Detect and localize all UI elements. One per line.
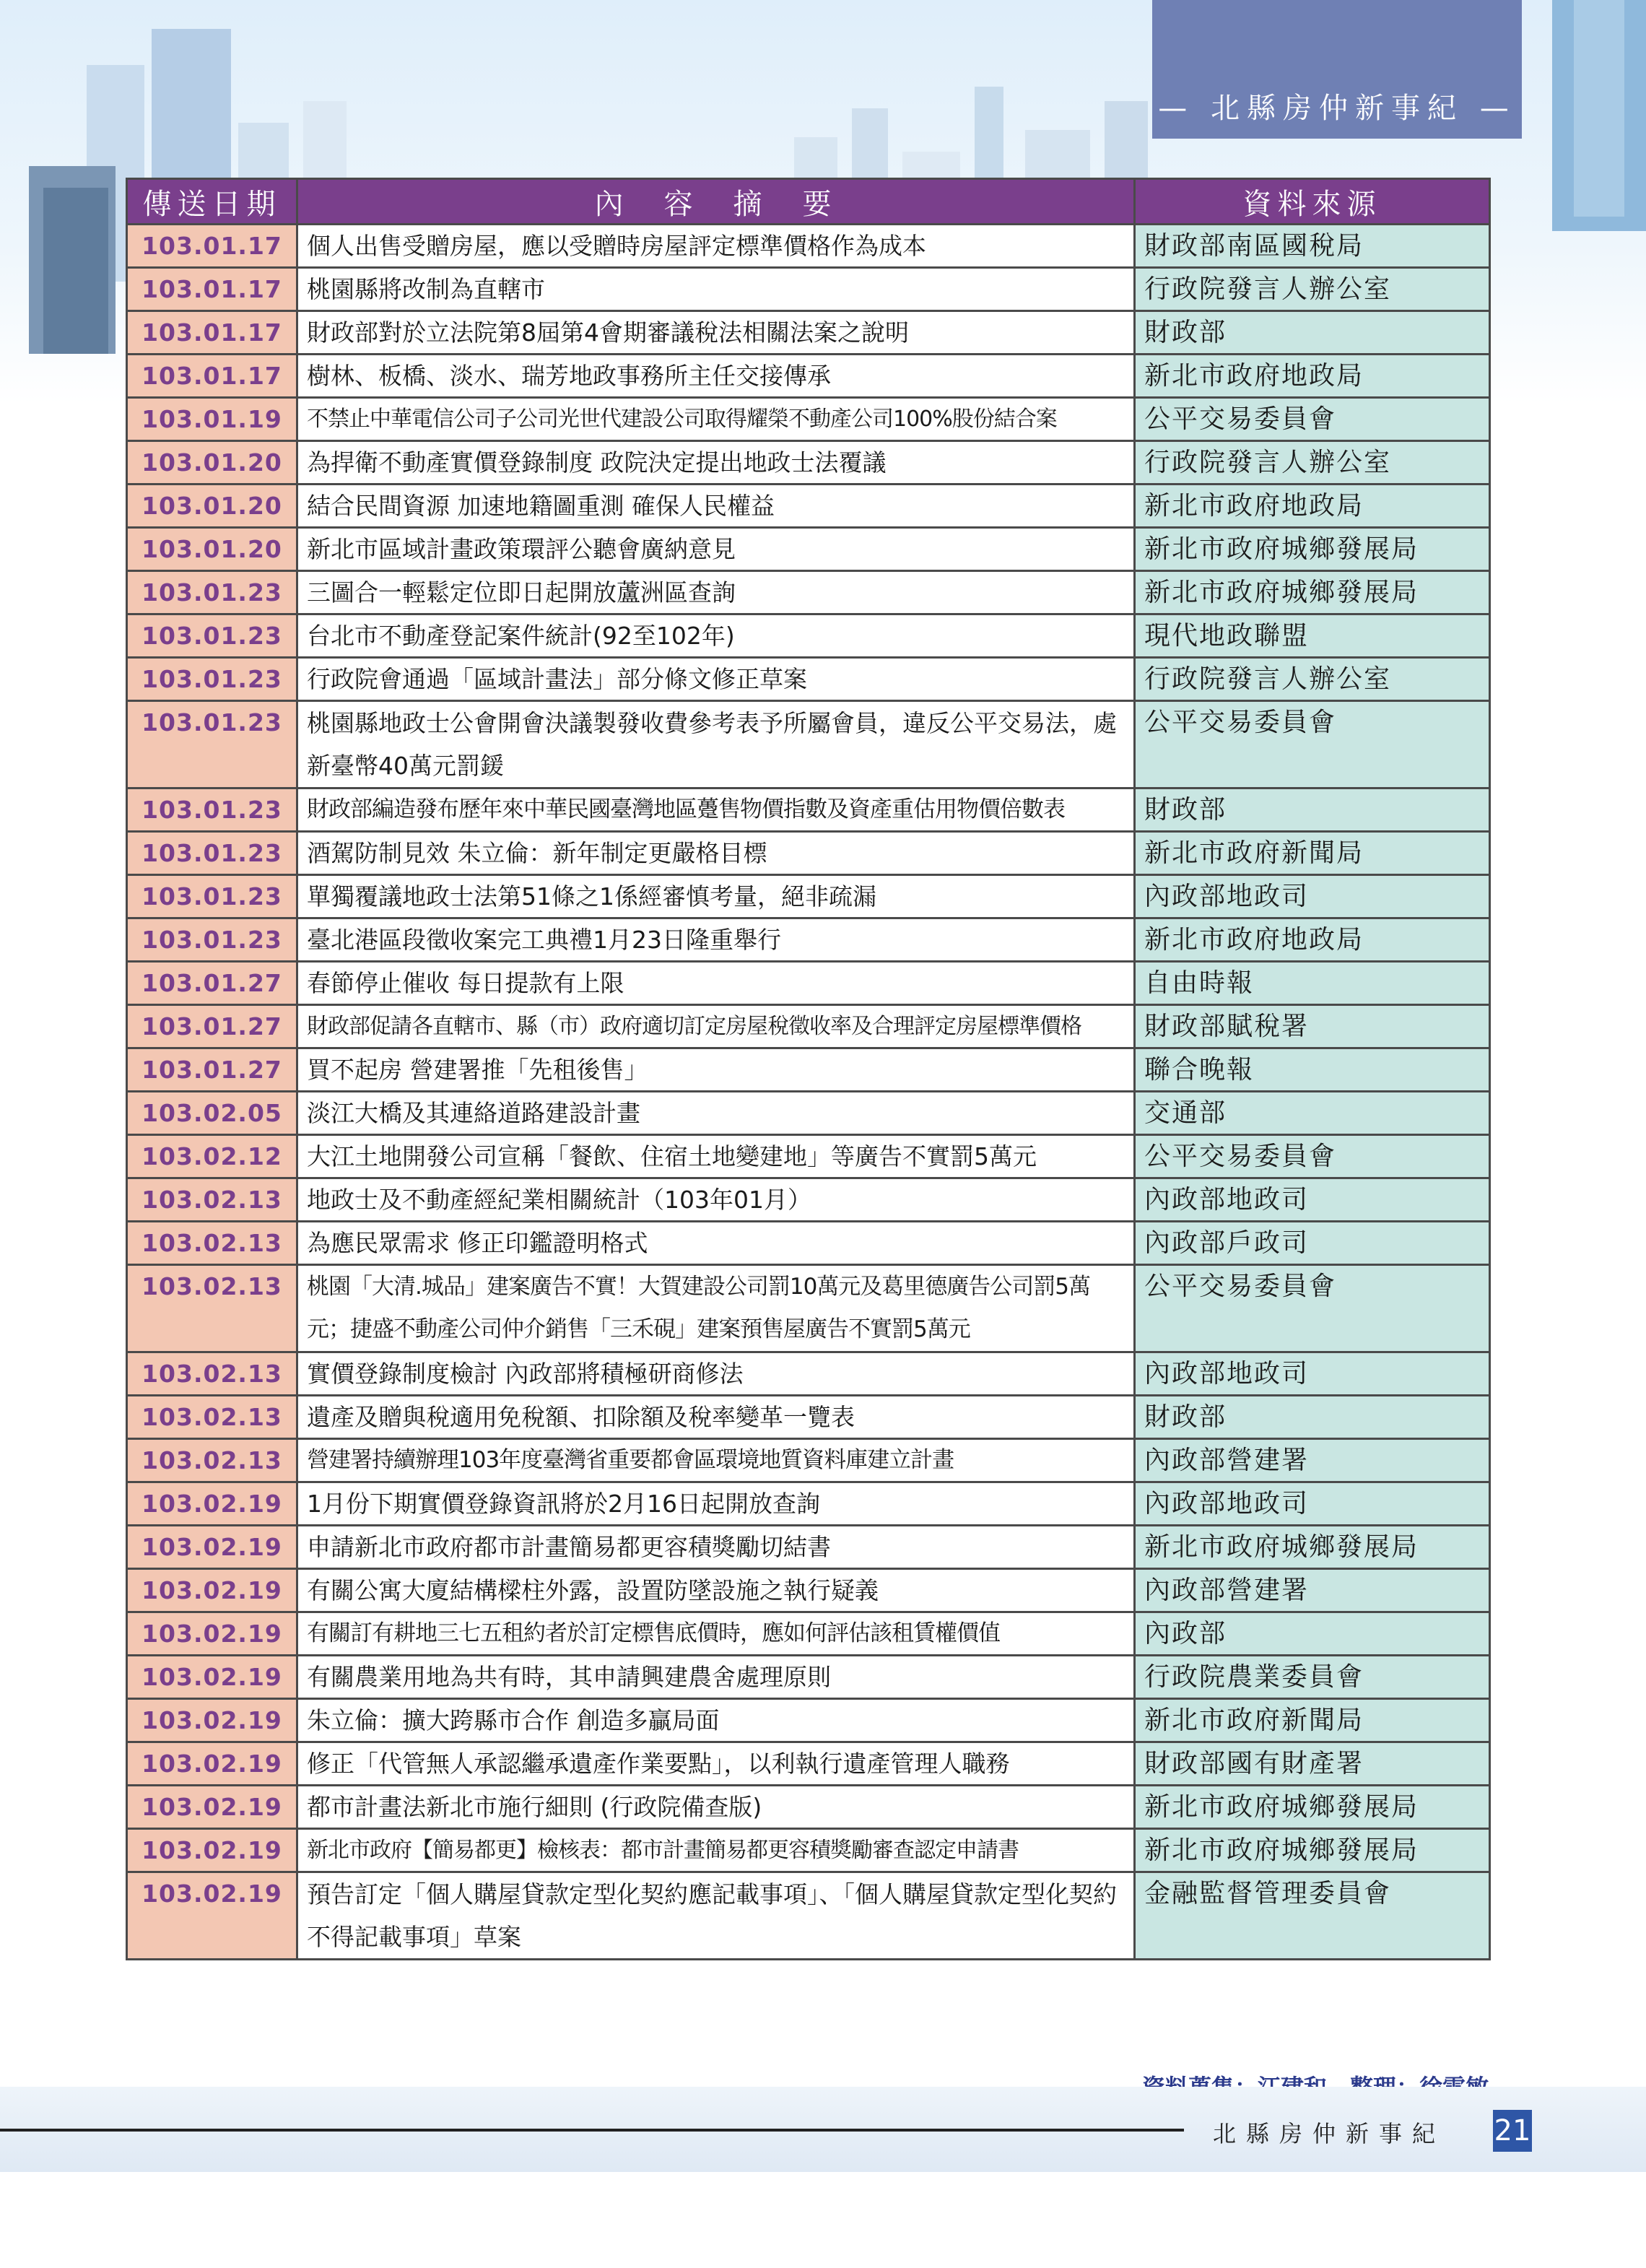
row-source: 內政部地政司 bbox=[1135, 1178, 1490, 1222]
row-summary: 買不起房 營建署推「先租後售」 bbox=[297, 1048, 1135, 1092]
table-row bbox=[127, 528, 1490, 571]
section-title: — 北縣房仲新事紀 — bbox=[1158, 92, 1516, 125]
row-summary: 大江土地開發公司宣稱「餐飲、住宿土地變建地」等廣告不實罰5萬元 bbox=[297, 1135, 1135, 1178]
row-summary: 實價登錄制度檢討 內政部將積極研商修法 bbox=[297, 1352, 1135, 1396]
row-source: 內政部戶政司 bbox=[1135, 1222, 1490, 1265]
row-date: 103.01.20 bbox=[127, 485, 297, 528]
table-row bbox=[127, 1396, 1490, 1439]
table-row bbox=[127, 398, 1490, 441]
table-row bbox=[127, 1872, 1490, 1960]
row-date: 103.01.23 bbox=[127, 571, 297, 614]
row-source: 內政部地政司 bbox=[1135, 1352, 1490, 1396]
table-row bbox=[127, 1742, 1490, 1786]
row-date: 103.01.17 bbox=[127, 355, 297, 398]
row-date: 103.02.05 bbox=[127, 1092, 297, 1135]
row-source: 財政部 bbox=[1135, 311, 1490, 355]
row-date: 103.01.17 bbox=[127, 311, 297, 355]
row-summary: 新北市區域計畫政策環評公聽會廣納意見 bbox=[297, 528, 1135, 571]
row-date: 103.01.23 bbox=[127, 658, 297, 701]
row-source: 新北市政府城鄉發展局 bbox=[1135, 1526, 1490, 1569]
table-row bbox=[127, 1092, 1490, 1135]
row-summary: 有關公寓大廈結構樑柱外露，設置防墜設施之執行疑義 bbox=[297, 1569, 1135, 1612]
row-source: 現代地政聯盟 bbox=[1135, 614, 1490, 658]
row-date: 103.02.19 bbox=[127, 1526, 297, 1569]
table-row bbox=[127, 1178, 1490, 1222]
row-summary: 結合民間資源 加速地籍圖重測 確保人民權益 bbox=[297, 485, 1135, 528]
row-summary: 財政部促請各直轄市、縣（市）政府適切訂定房屋稅徵收率及合理評定房屋標準價格 bbox=[297, 1005, 1135, 1048]
column-header-date: 傳送日期 bbox=[127, 179, 297, 225]
row-date: 103.02.12 bbox=[127, 1135, 297, 1178]
row-summary: 個人出售受贈房屋，應以受贈時房屋評定標準價格作為成本 bbox=[297, 225, 1135, 268]
row-source: 金融監督管理委員會 bbox=[1135, 1872, 1490, 1960]
row-date: 103.02.19 bbox=[127, 1742, 297, 1786]
row-source: 交通部 bbox=[1135, 1092, 1490, 1135]
row-summary: 1月份下期實價登錄資訊將於2月16日起開放查詢 bbox=[297, 1482, 1135, 1526]
row-date: 103.02.19 bbox=[127, 1656, 297, 1699]
row-date: 103.01.20 bbox=[127, 441, 297, 485]
row-source: 行政院發言人辦公室 bbox=[1135, 441, 1490, 485]
table-row bbox=[127, 1135, 1490, 1178]
table-row bbox=[127, 485, 1490, 528]
row-source: 公平交易委員會 bbox=[1135, 1135, 1490, 1178]
row-summary: 桃園縣地政士公會開會決議製發收費參考表予所屬會員，違反公平交易法，處新臺幣40萬元罰鍰 bbox=[297, 701, 1135, 788]
row-date: 103.02.19 bbox=[127, 1699, 297, 1742]
row-summary: 單獨覆議地政士法第51條之1係經審慎考量，絕非疏漏 bbox=[297, 875, 1135, 918]
row-summary: 樹林、板橋、淡水、瑞芳地政事務所主任交接傳承 bbox=[297, 355, 1135, 398]
table-row bbox=[127, 701, 1490, 788]
row-summary: 不禁止中華電信公司子公司光世代建設公司取得耀榮不動產公司100%股份結合案 bbox=[297, 398, 1135, 441]
table-row bbox=[127, 311, 1490, 355]
row-date: 103.02.13 bbox=[127, 1222, 297, 1265]
row-source: 新北市政府新聞局 bbox=[1135, 832, 1490, 875]
row-summary: 營建署持續辦理103年度臺灣省重要都會區環境地質資料庫建立計畫 bbox=[297, 1439, 1135, 1482]
row-date: 103.02.19 bbox=[127, 1829, 297, 1872]
row-summary: 修正「代管無人承認繼承遺產作業要點」，以利執行遺產管理人職務 bbox=[297, 1742, 1135, 1786]
row-summary: 都市計畫法新北市施行細則 (行政院備查版) bbox=[297, 1786, 1135, 1829]
row-date: 103.02.13 bbox=[127, 1352, 297, 1396]
row-summary: 財政部對於立法院第8屆第4會期審議稅法相關法案之說明 bbox=[297, 311, 1135, 355]
row-summary: 朱立倫：擴大跨縣市合作 創造多贏局面 bbox=[297, 1699, 1135, 1742]
table-row bbox=[127, 875, 1490, 918]
row-date: 103.02.19 bbox=[127, 1569, 297, 1612]
row-source: 公平交易委員會 bbox=[1135, 398, 1490, 441]
table-row bbox=[127, 614, 1490, 658]
page-number: 21 bbox=[1493, 2110, 1532, 2152]
row-source: 財政部南區國稅局 bbox=[1135, 225, 1490, 268]
row-source: 行政院發言人辦公室 bbox=[1135, 658, 1490, 701]
row-date: 103.01.23 bbox=[127, 614, 297, 658]
table-header-row bbox=[127, 179, 1490, 225]
row-source: 新北市政府地政局 bbox=[1135, 485, 1490, 528]
table-row bbox=[127, 1612, 1490, 1656]
row-summary: 預告訂定「個人購屋貸款定型化契約應記載事項」、「個人購屋貸款定型化契約不得記載事項」草案 bbox=[297, 1872, 1135, 1960]
table-row bbox=[127, 1265, 1490, 1352]
row-date: 103.01.23 bbox=[127, 788, 297, 832]
table-row bbox=[127, 962, 1490, 1005]
row-date: 103.01.23 bbox=[127, 832, 297, 875]
table-row bbox=[127, 225, 1490, 268]
row-summary: 臺北港區段徵收案完工典禮1月23日隆重舉行 bbox=[297, 918, 1135, 962]
row-source: 新北市政府城鄉發展局 bbox=[1135, 1786, 1490, 1829]
table-row bbox=[127, 1829, 1490, 1872]
row-source: 財政部 bbox=[1135, 788, 1490, 832]
table-row bbox=[127, 1526, 1490, 1569]
table-row bbox=[127, 788, 1490, 832]
column-header-source: 資料來源 bbox=[1135, 179, 1490, 225]
row-source: 內政部營建署 bbox=[1135, 1569, 1490, 1612]
row-source: 行政院農業委員會 bbox=[1135, 1656, 1490, 1699]
footer-divider bbox=[0, 2129, 1184, 2132]
row-summary: 春節停止催收 每日提款有上限 bbox=[297, 962, 1135, 1005]
table-row bbox=[127, 355, 1490, 398]
row-source: 新北市政府地政局 bbox=[1135, 918, 1490, 962]
table-row bbox=[127, 1222, 1490, 1265]
table-row bbox=[127, 571, 1490, 614]
row-summary: 為捍衛不動產實價登錄制度 政院決定提出地政士法覆議 bbox=[297, 441, 1135, 485]
table-row bbox=[127, 268, 1490, 311]
row-date: 103.01.27 bbox=[127, 1005, 297, 1048]
table-row bbox=[127, 441, 1490, 485]
table-row bbox=[127, 1786, 1490, 1829]
row-summary: 新北市政府【簡易都更】檢核表：都市計畫簡易都更容積獎勵審查認定申請書 bbox=[297, 1829, 1135, 1872]
table-row bbox=[127, 1005, 1490, 1048]
row-summary: 台北市不動產登記案件統計(92至102年) bbox=[297, 614, 1135, 658]
row-source: 自由時報 bbox=[1135, 962, 1490, 1005]
header-divider bbox=[1152, 134, 1522, 139]
row-date: 103.02.19 bbox=[127, 1612, 297, 1656]
row-date: 103.02.13 bbox=[127, 1396, 297, 1439]
row-source: 內政部 bbox=[1135, 1612, 1490, 1656]
row-source: 行政院發言人辦公室 bbox=[1135, 268, 1490, 311]
row-source: 財政部賦稅署 bbox=[1135, 1005, 1490, 1048]
footer-title: 北縣房仲新事紀 bbox=[1213, 2120, 1446, 2147]
news-table bbox=[126, 178, 1491, 1960]
row-source: 財政部國有財產署 bbox=[1135, 1742, 1490, 1786]
row-date: 103.01.27 bbox=[127, 1048, 297, 1092]
row-summary: 有關農業用地為共有時，其申請興建農舍處理原則 bbox=[297, 1656, 1135, 1699]
row-source: 公平交易委員會 bbox=[1135, 1265, 1490, 1352]
row-date: 103.01.20 bbox=[127, 528, 297, 571]
table-row bbox=[127, 918, 1490, 962]
row-date: 103.02.19 bbox=[127, 1786, 297, 1829]
table-row bbox=[127, 1352, 1490, 1396]
row-date: 103.01.23 bbox=[127, 918, 297, 962]
row-source: 新北市政府城鄉發展局 bbox=[1135, 571, 1490, 614]
row-summary: 有關訂有耕地三七五租約者於訂定標售底價時，應如何評估該租賃權價值 bbox=[297, 1612, 1135, 1656]
row-date: 103.01.17 bbox=[127, 268, 297, 311]
table-row bbox=[127, 1699, 1490, 1742]
row-summary: 為應民眾需求 修正印鑑證明格式 bbox=[297, 1222, 1135, 1265]
row-summary: 淡江大橋及其連絡道路建設計畫 bbox=[297, 1092, 1135, 1135]
table-row bbox=[127, 1656, 1490, 1699]
row-source: 新北市政府城鄉發展局 bbox=[1135, 1829, 1490, 1872]
table-row bbox=[127, 832, 1490, 875]
row-date: 103.02.13 bbox=[127, 1439, 297, 1482]
row-source: 公平交易委員會 bbox=[1135, 701, 1490, 788]
row-summary: 財政部編造發布歷年來中華民國臺灣地區躉售物價指數及資產重估用物價倍數表 bbox=[297, 788, 1135, 832]
row-date: 103.02.19 bbox=[127, 1482, 297, 1526]
row-date: 103.02.13 bbox=[127, 1178, 297, 1222]
row-date: 103.01.27 bbox=[127, 962, 297, 1005]
table-row bbox=[127, 1569, 1490, 1612]
row-source: 內政部營建署 bbox=[1135, 1439, 1490, 1482]
row-date: 103.01.17 bbox=[127, 225, 297, 268]
row-summary: 行政院會通過「區域計畫法」部分條文修正草案 bbox=[297, 658, 1135, 701]
table-row bbox=[127, 1439, 1490, 1482]
row-source: 新北市政府新聞局 bbox=[1135, 1699, 1490, 1742]
table-row bbox=[127, 1482, 1490, 1526]
table-row bbox=[127, 658, 1490, 701]
row-summary: 酒駕防制見效 朱立倫：新年制定更嚴格目標 bbox=[297, 832, 1135, 875]
row-summary: 遺產及贈與稅適用免稅額、扣除額及稅率變革一覽表 bbox=[297, 1396, 1135, 1439]
row-source: 聯合晚報 bbox=[1135, 1048, 1490, 1092]
row-summary: 桃園縣將改制為直轄市 bbox=[297, 268, 1135, 311]
row-date: 103.01.23 bbox=[127, 875, 297, 918]
row-summary: 桃園「大清.城品」建案廣告不實！大賀建設公司罰10萬元及葛里德廣告公司罰5萬元；捷盛不動產公司仲介銷售「三禾硯」建案預售屋廣告不實罰5萬元 bbox=[297, 1265, 1135, 1352]
row-source: 內政部地政司 bbox=[1135, 1482, 1490, 1526]
table-row bbox=[127, 1048, 1490, 1092]
row-date: 103.02.19 bbox=[127, 1872, 297, 1960]
row-summary: 地政士及不動產經紀業相關統計（103年01月） bbox=[297, 1178, 1135, 1222]
row-date: 103.01.19 bbox=[127, 398, 297, 441]
row-source: 財政部 bbox=[1135, 1396, 1490, 1439]
row-date: 103.01.23 bbox=[127, 701, 297, 788]
column-header-summary: 內 容 摘 要 bbox=[297, 179, 1135, 225]
row-date: 103.02.13 bbox=[127, 1265, 297, 1352]
row-summary: 三圖合一輕鬆定位即日起開放蘆洲區查詢 bbox=[297, 571, 1135, 614]
row-source: 新北市政府城鄉發展局 bbox=[1135, 528, 1490, 571]
row-source: 內政部地政司 bbox=[1135, 875, 1490, 918]
row-source: 新北市政府地政局 bbox=[1135, 355, 1490, 398]
row-summary: 申請新北市政府都市計畫簡易都更容積獎勵切結書 bbox=[297, 1526, 1135, 1569]
